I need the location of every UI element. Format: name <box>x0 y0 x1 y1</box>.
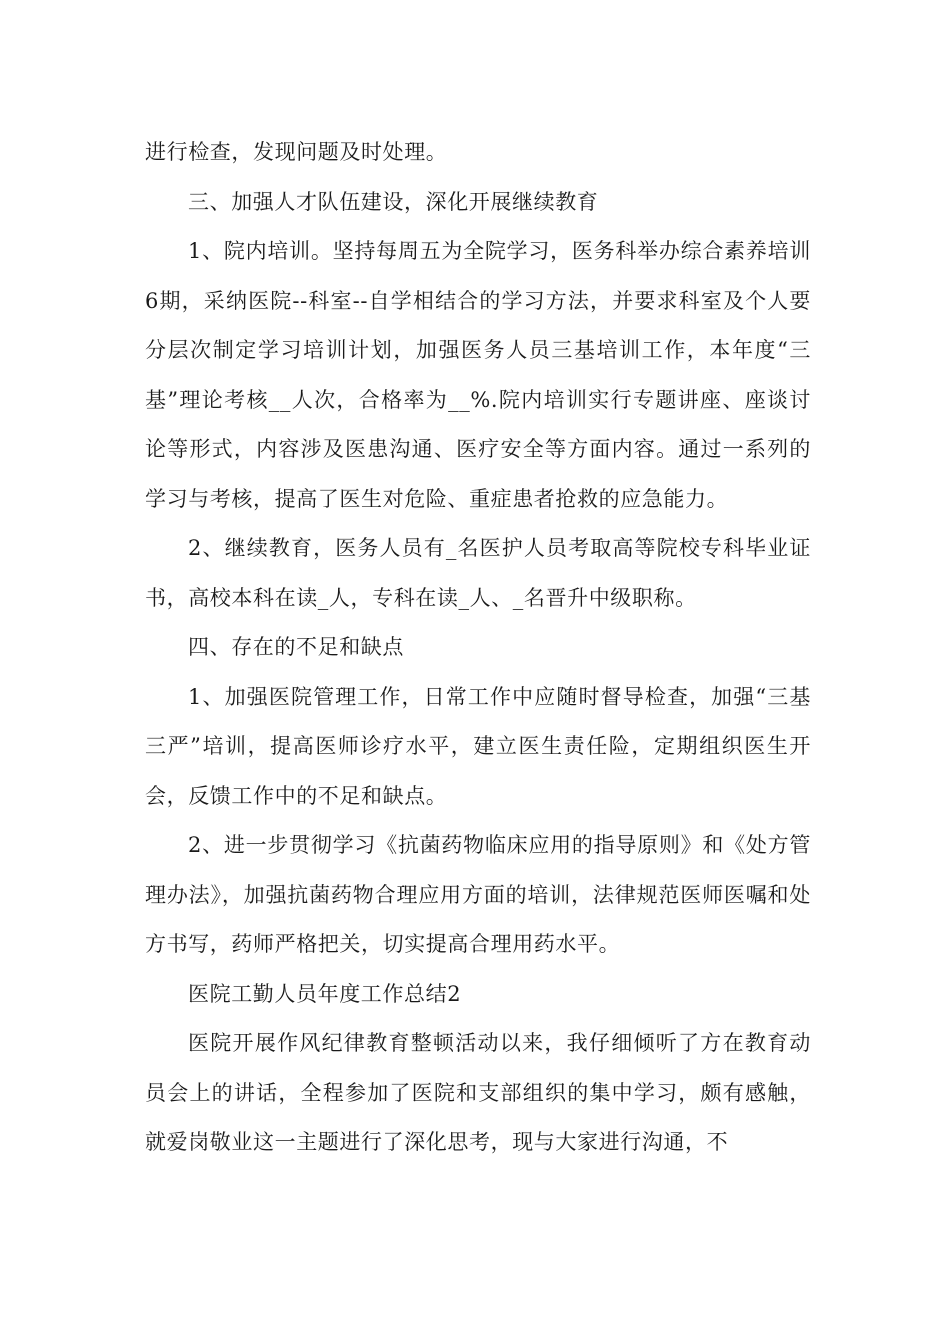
paragraph-management: 1、加强医院管理工作，日常工作中应随时督导检查，加强“三基三严”培训，提高医师诊疗水平，建立医生责任险，定期组织医生开会，反馈工作中的不足和缺点。 <box>145 684 811 808</box>
paragraph-antibiotics: 2、进一步贯彻学习《抗菌药物临床应用的指导原则》和《处方管理办法》，加强抗菌药物合理应用方面的培训，法律规范医师医嘱和处方书写，药师严格把关，切实提高合理用药水平。 <box>145 833 811 956</box>
paragraph-continuation: 进行检查，发现问题及时处理。 <box>145 140 448 164</box>
document-body <box>145 128 811 1168</box>
paragraph-discipline: 医院开展作风纪律教育整顿活动以来，我仔细倾听了方在教育动员会上的讲话，全程参加了医院和支部组织的集中学习，颇有感触，就爱岗敬业这一主题进行了深化思考，现与大家进行沟通，不 <box>145 1031 811 1154</box>
section-heading-four: 四、存在的不足和缺点 <box>188 635 404 659</box>
paragraph-continuing-education: 2、继续教育，医务人员有_名医护人员考取高等院校专科毕业证书，高校本科在读_人，专科在读_人、_名晋升中级职称。 <box>145 536 811 610</box>
document-subtitle: 医院工勤人员年度工作总结2 <box>188 981 462 1006</box>
paragraph-internal-training: 1、院内培训。坚持每周五为全院学习，医务科举办综合素养培训6期，采纳医院--科室--自学相结合的学习方法，并要求科室及个人要分层次制定学习培训计划，加强医务人员三基培训工作，本年度“三基”理论考核__人次，合格率为__%.院内培训实行专题讲座、座谈讨论等形式，内容涉及医患沟通、医疗安全等方面内容。通过一系列的学习与考核，提高了医生对危险、重症患者抢救的应急能力。 <box>145 239 811 511</box>
section-heading-three: 三、加强人才队伍建设，深化开展继续教育 <box>188 189 599 214</box>
